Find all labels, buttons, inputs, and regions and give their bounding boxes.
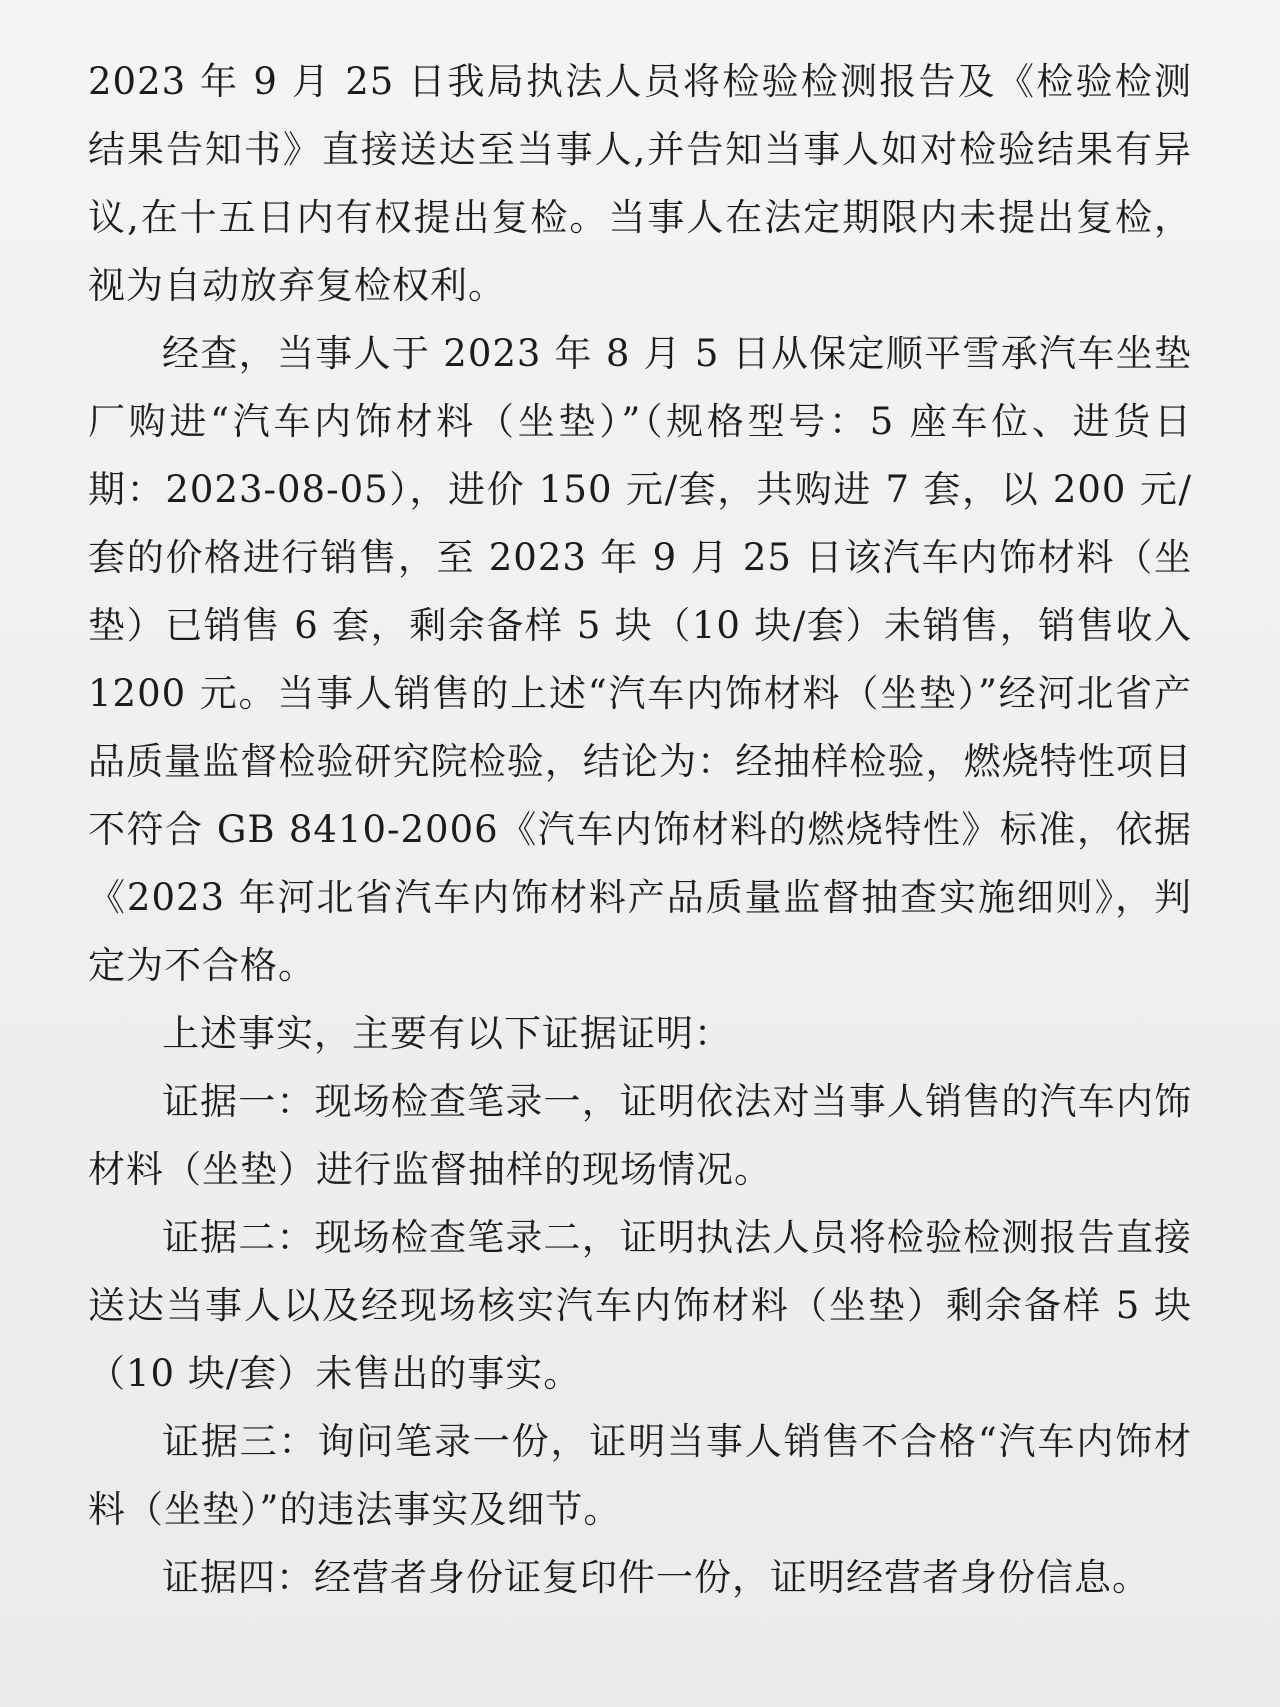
paragraph-evidence-intro: 上述事实，主要有以下证据证明： <box>162 1012 732 1055</box>
paragraph-investigation-findings: 经查，当事人于 2023 年 8 月 5 日从保定顺平雪承汽车坐垫厂购进“汽车内饰材料（坐垫）”（规格型号：5 座车位、进货日期：2023-08-05），进价 150 元/套，共购进 7 套，以 200 元/套的价格进行销售，至 2023 年 9 月 25 日该汽车内饰材料（坐垫）已销售 6 套，剩余备样 5 块（10 块/套）未销售，销售收入 1200 元。当事人销售的上述“汽车内饰材料（坐垫）”经河北省产品质量监督检验研究院检验，结论为：经抽样检验，燃烧特性项目不符合 GB 8410-2006《汽车内饰材料的燃烧特性》标准，依据《2023 年河北省汽车内饰材料产品质量监督抽查实施细则》，判定为不合格。 <box>88 332 1192 987</box>
paragraph-evidence-one: 证据一：现场检查笔录一，证明依法对当事人销售的汽车内饰材料（坐垫）进行监督抽样的现场情况。 <box>88 1080 1192 1191</box>
paragraph-evidence-four: 证据四：经营者身份证复印件一份，证明经营者身份信息。 <box>162 1556 1150 1599</box>
paragraph-evidence-two: 证据二：现场检查笔录二，证明执法人员将检验检测报告直接送达当事人以及经现场核实汽车内饰材料（坐垫）剩余备样 5 块（10 块/套）未售出的事实。 <box>88 1216 1192 1395</box>
paragraph-evidence-three: 证据三：询问笔录一份，证明当事人销售不合格“汽车内饰材料（坐垫）”的违法事实及细节。 <box>88 1420 1192 1531</box>
paragraph-service-notice: 2023 年 9 月 25 日我局执法人员将检验检测报告及《检验检测结果告知书》直接送达至当事人,并告知当事人如对检验结果有异议,在十五日内有权提出复检。当事人在法定期限内未提出复检，视为自动放弃复检权利。 <box>88 60 1192 307</box>
